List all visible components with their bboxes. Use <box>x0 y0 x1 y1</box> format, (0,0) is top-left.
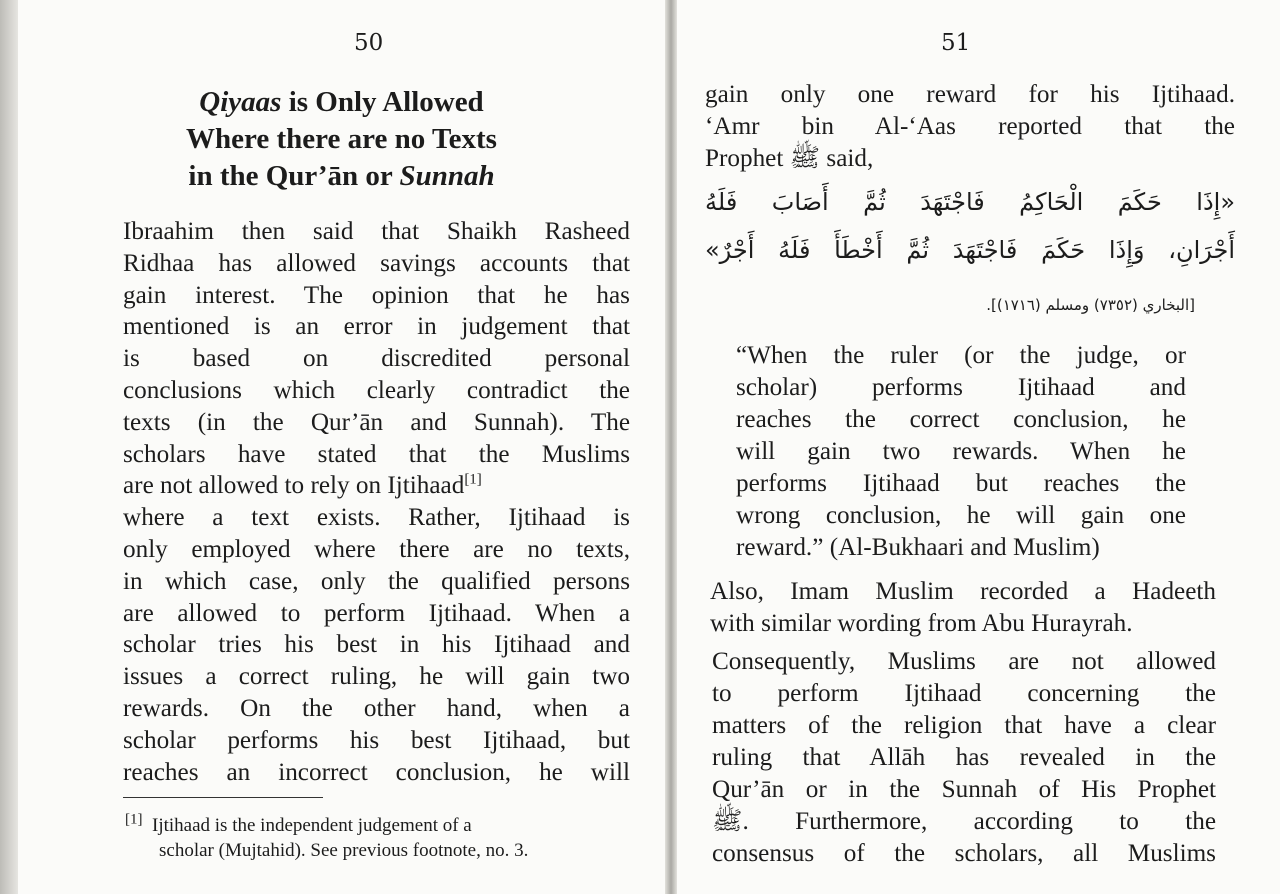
text-line: scholar) performs Ijtihaad and <box>736 374 1186 401</box>
text-line: where a text exists. Rather, Ijtihaad is <box>123 504 630 532</box>
text-line: are not allowed to rely on Ijtihaad[1] <box>123 471 482 500</box>
text-line: reaches the correct conclusion, he <box>736 406 1186 433</box>
text-line: Prophet ﷺ said, <box>705 145 874 172</box>
heading-line: Qiyaas is Only Allowed <box>199 86 484 118</box>
hadith-translation <box>736 340 1186 564</box>
footnote-line: [1] Ijtihaad is the independent judgement of a <box>125 811 472 836</box>
text-line: in which case, only the qualified persons <box>123 567 630 595</box>
text-line: consensus of the scholars, all Muslims <box>712 840 1216 867</box>
text-line: gain only one reward for his Ijtihaad. <box>705 81 1235 108</box>
intro-paragraph <box>705 79 1235 175</box>
text-line: mentioned is an error in judgement that <box>123 313 630 341</box>
footnote <box>125 813 632 863</box>
text-line: texts (in the Qur’ān and Sunnah). The <box>123 408 630 436</box>
page-edge-shadow <box>0 0 18 894</box>
text-line: Consequently, Muslims are not allowed <box>712 648 1216 675</box>
text-line: Ridhaa has allowed savings accounts that <box>123 249 630 277</box>
footnote-line: scholar (Mujtahid). See previous footnote, no. 3. <box>159 840 529 861</box>
text-line: reward.” (Al-Bukhaari and Muslim) <box>736 534 1100 561</box>
text-line: reaches an incorrect conclusion, he will <box>123 758 630 786</box>
text-line: matters of the religion that have a clear <box>712 712 1216 739</box>
hadith-reference: [البخاري (٧٣٥٢) ومسلم (١٧١٦)]. <box>986 296 1195 314</box>
hadith-arabic-line: أَجْرَانِ، وَإِذَا حَكَمَ فَاجْتَهَدَ ثُمَّ أَخْطَأَ فَلَهُ أَجْرٌ» <box>705 236 1235 264</box>
text-line: ‘Amr bin Al-‘Aas reported that the <box>705 113 1235 140</box>
body-paragraph <box>712 646 1216 870</box>
section-heading <box>18 84 665 195</box>
footnote-divider <box>123 797 323 798</box>
heading-line: Where there are no Texts <box>186 123 497 155</box>
text-line: will gain two rewards. When he <box>736 438 1186 465</box>
heading-line: in the Qur’ān or Sunnah <box>188 160 495 192</box>
text-line: scholar tries his best in his Ijtihaad and <box>123 631 630 659</box>
text-line: scholar performs his best Ijtihaad, but <box>123 726 630 754</box>
text-line: Ibraahim then said that Shaikh Rasheed <box>123 218 630 245</box>
text-line: wrong conclusion, he will gain one <box>736 502 1186 529</box>
text-line: ruling that Allāh has revealed in the <box>712 744 1216 771</box>
text-line: “When the ruler (or the judge, or <box>736 342 1186 369</box>
text-line: to perform Ijtihaad concerning the <box>712 680 1216 707</box>
text-line: are allowed to perform Ijtihaad. When a <box>123 599 630 627</box>
text-line: Also, Imam Muslim recorded a Hadeeth <box>710 578 1216 605</box>
page-number: 51 <box>941 30 971 56</box>
body-paragraph <box>710 576 1216 640</box>
text-line: performs Ijtihaad but reaches the <box>736 470 1186 497</box>
hadith-arabic-line: «إِذَا حَكَمَ الْحَاكِمُ فَاجْتَهَدَ ثُمَّ أَصَابَ فَلَهُ <box>705 188 1235 216</box>
text-line: gain interest. The opinion that he has <box>123 281 630 309</box>
text-line: rewards. On the other hand, when a <box>123 694 630 722</box>
text-line: Qur’ān or in the Sunnah of His Prophet <box>712 776 1216 803</box>
text-line: only employed where there are no texts, <box>123 535 630 563</box>
book-gutter <box>665 0 677 894</box>
text-line: issues a correct ruling, he will gain two <box>123 663 630 691</box>
text-line: scholars have stated that the Muslims <box>123 440 630 468</box>
page-number: 50 <box>354 30 384 56</box>
text-line: ﷺ. Furthermore, according to the <box>712 808 1216 835</box>
text-line: is based on discredited personal <box>123 345 630 373</box>
left-page <box>18 0 665 894</box>
text-line: conclusions which clearly contradict the <box>123 376 630 404</box>
text-line: with similar wording from Abu Hurayrah. <box>710 610 1133 637</box>
body-paragraph <box>123 216 630 788</box>
footnote-ref[interactable]: [1] <box>464 471 482 488</box>
right-page <box>677 0 1280 894</box>
